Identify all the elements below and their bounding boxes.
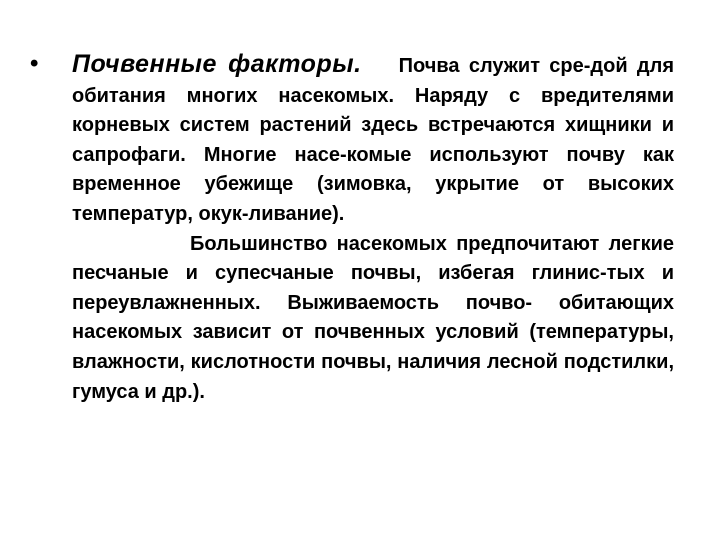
- slide-body: [72, 50, 674, 407]
- section-heading: Почвенные факторы.: [72, 50, 362, 78]
- paragraph-1-text: Почва служит сре-дой для обитания многих насекомых. Наряду с вредителями корневых систем растений здесь встречаются хищники и сапрофаги. Многие насе-комые используют почву как временное убежище (зимовка, укрытие от высоких температур, окук-ливание).: [72, 55, 674, 225]
- paragraph-2: [72, 230, 674, 408]
- paragraph-1: [72, 50, 674, 230]
- paragraph-2-text: Большинство насекомых предпочитают легкие песчаные и супесчаные почвы, избегая глинис-тых и переувлажненных. Выживаемость почво- обитающих насекомых зависит от почвенных условий (температуры, влажности, кислотности почвы, наличия лесной подстилки, гумуса и др.).: [72, 232, 674, 403]
- bullet-icon: •: [30, 50, 39, 77]
